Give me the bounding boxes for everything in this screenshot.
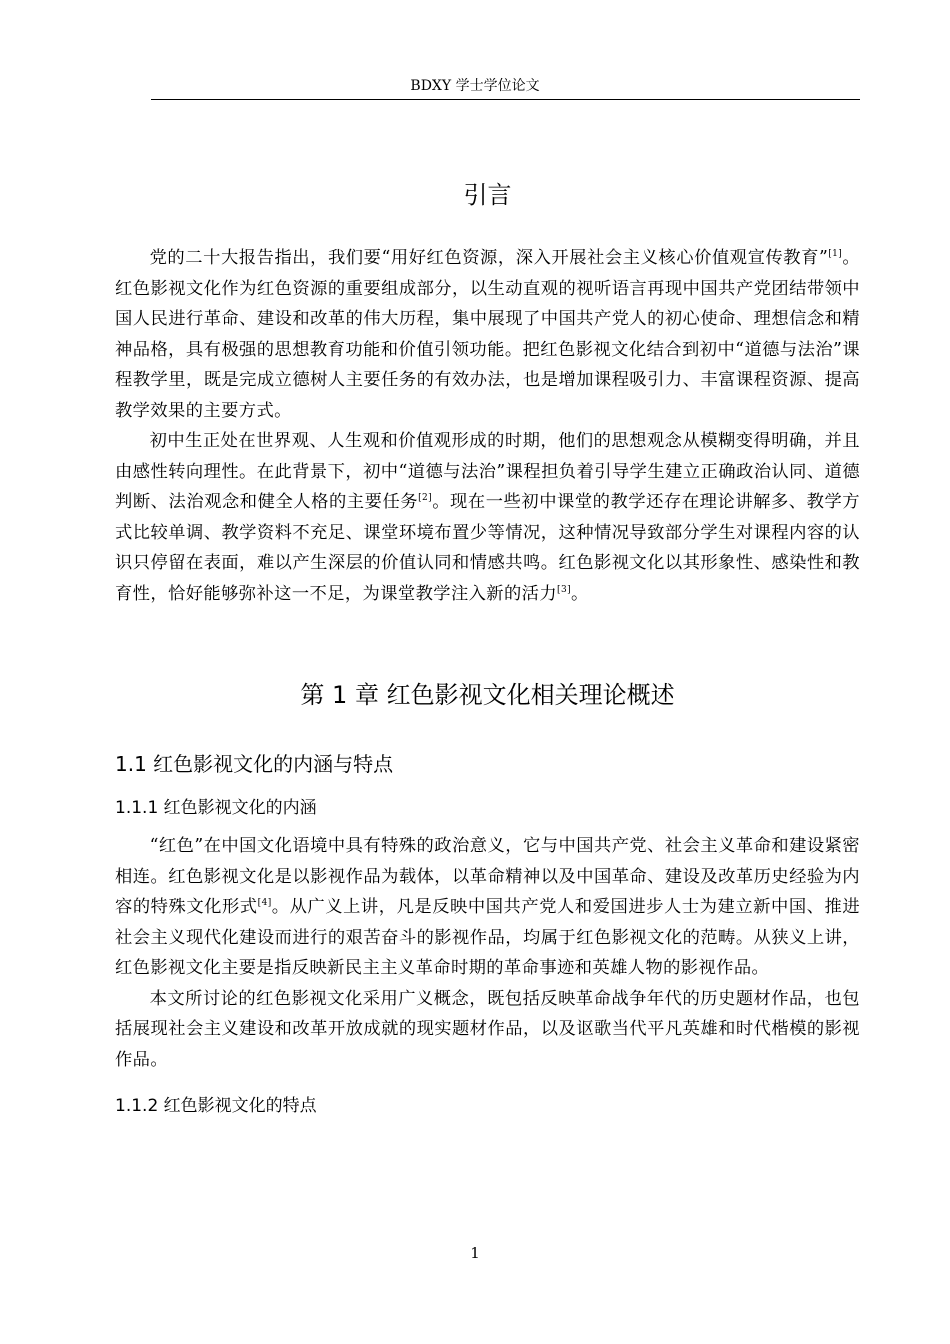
text-run: “红色”在中国文化语境中具有特殊的政治意义，它与中国共产党、社会主义革命和建设紧密相连。红色影视文化是以影视作品为载体，以革命精神以及中国革命、建设及改革历史经验为内容的特殊文化形式	[115, 836, 860, 917]
intro-paragraph-2	[115, 426, 860, 609]
section-heading-1-1-1: 1.1.1 红色影视文化的内涵	[115, 798, 317, 818]
chapter-heading: 第 1 章 红色影视文化相关理论概述	[300, 681, 675, 709]
intro-paragraph-1	[115, 243, 860, 426]
citation-ref: [1]	[828, 249, 843, 259]
running-header: BDXY 学士学位论文	[410, 78, 540, 94]
text-run: 。	[571, 583, 589, 604]
intro-heading: 引言	[463, 181, 512, 209]
chapter-paragraph-2: 本文所讨论的红色影视文化采用广义概念，既包括反映革命战争年代的历史题材作品，也包括展现社会主义建设和改革开放成就的现实题材作品，以及讴歌当代平凡英雄和时代楷模的影视作品。	[115, 988, 860, 1070]
text-run: 。现在一些初中课堂的教学还存在理论讲解多、教学方式比较单调、教学资料不充足、课堂环境布置少等情况，这种情况导致部分学生对课程内容的认识只停留在表面，难以产生深层的价值认同和情感共鸣。红色影视文化以其形象性、感染性和教育性，恰好能够弥补这一不足，为课堂教学注入新的活力	[115, 492, 860, 604]
header-rule	[151, 99, 860, 100]
text-run: 。从广义上讲，凡是反映中国共产党人和爱国进步人士为建立新中国、推进社会主义现代化建设而进行的艰苦奋斗的影视作品，均属于红色影视文化的范畴。从狭义上讲，红色影视文化主要是指反映新民主主义革命时期的革命事迹和英雄人物的影视作品。	[115, 897, 861, 978]
section-heading-1-1: 1.1 红色影视文化的内涵与特点	[115, 752, 394, 776]
citation-ref: [2]	[418, 493, 433, 503]
page-number: 1	[470, 1244, 480, 1262]
page-content	[115, 175, 860, 1121]
citation-ref: [4]	[257, 898, 272, 908]
chapter-paragraph-1	[115, 831, 860, 984]
section-heading-1-1-2: 1.1.2 红色影视文化的特点	[115, 1096, 317, 1116]
citation-ref: [3]	[557, 584, 571, 595]
text-run: 。红色影视文化作为红色资源的重要组成部分，以生动直观的视听语言再现中国共产党团结带领中国人民进行革命、建设和改革的伟大历程，集中展现了中国共产党人的初心使命、理想信念和精神品格，具有极强的思想教育功能和价值引领功能。把红色影视文化结合到初中“道德与法治”课程教学里，既是完成立德树人主要任务的有效办法，也是增加课程吸引力、丰富课程资源、提高教学效果的主要方式。	[115, 248, 860, 421]
text-run: 党的二十大报告指出，我们要“用好红色资源，深入开展社会主义核心价值观宣传教育”	[149, 248, 829, 268]
text-run: 初中生正处在世界观、人生观和价值观形成的时期，他们的思想观念从模糊变得明确，并且由感性转向理性。在此背景下，初中“道德与法治”课程担负着引导学生建立正确政治认同、道德判断、法治观念和健全人格的主要任务	[115, 431, 860, 512]
